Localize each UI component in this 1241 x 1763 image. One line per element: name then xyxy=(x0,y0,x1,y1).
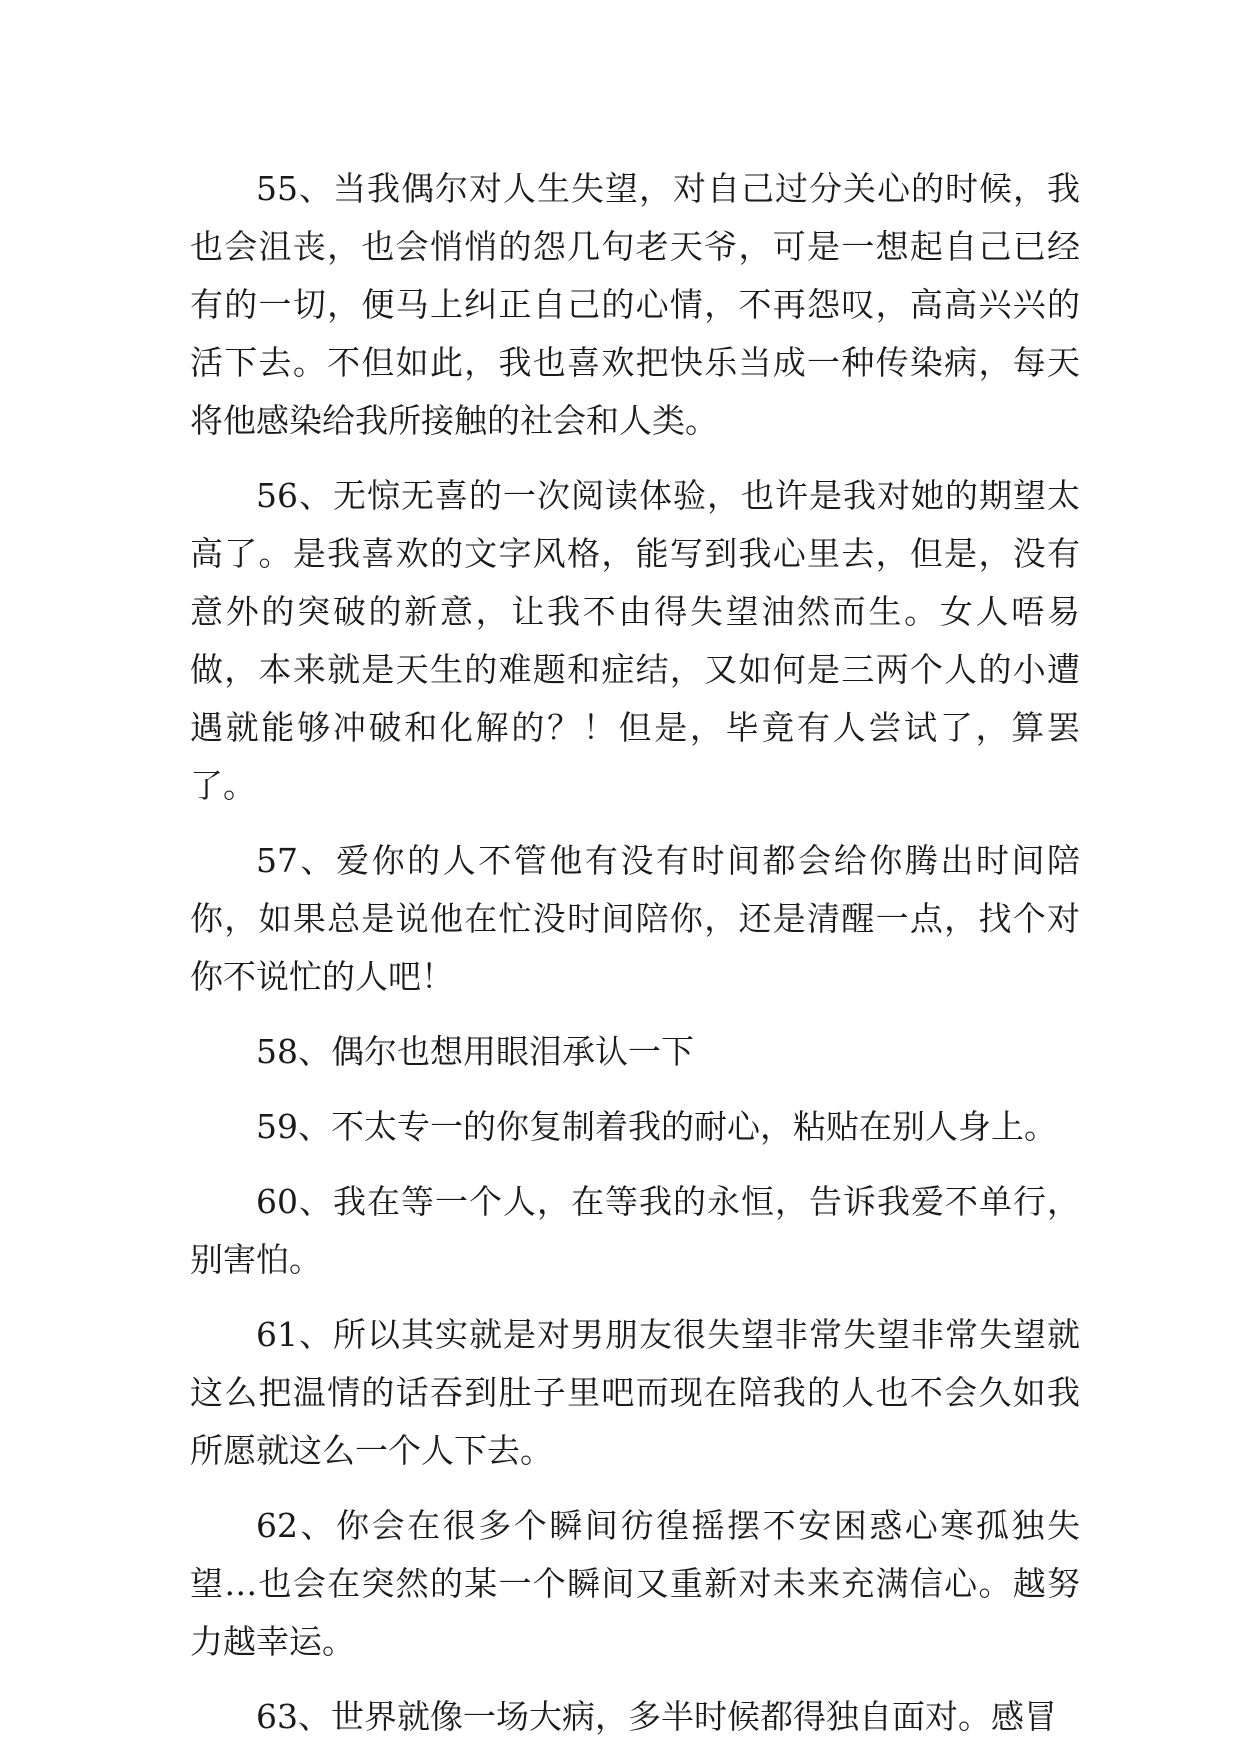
paragraph-62: 62、你会在很多个瞬间彷徨摇摆不安困惑心寒孤独失望…也会在突然的某一个瞬间又重新对未来充满信心。越努力越幸运。 xyxy=(190,1506,1080,1661)
paragraph-60: 60、我在等一个人，在等我的永恒，告诉我爱不单行，别害怕。 xyxy=(190,1182,1080,1279)
paragraph-61: 61、所以其实就是对男朋友很失望非常失望非常失望就这么把温情的话吞到肚子里吧而现在陪我的人也不会久如我所愿就这么一个人下去。 xyxy=(190,1315,1080,1470)
paragraph-63: 63、世界就像一场大病，多半时候都得独自面对。感冒 xyxy=(256,1697,1057,1736)
paragraph-56: 56、无惊无喜的一次阅读体验，也许是我对她的期望太高了。是我喜欢的文字风格，能写到我心里去，但是，没有意外的突破的新意，让我不由得失望油然而生。女人唔易做，本来就是天生的难题和症结，又如何是三两个人的小遭遇就能够冲破和化解的？！但是，毕竟有人尝试了，算罢了。 xyxy=(190,476,1080,805)
document-body xyxy=(190,160,1080,1763)
paragraph-55: 55、当我偶尔对人生失望，对自己过分关心的时候，我也会沮丧，也会悄悄的怨几句老天爷，可是一想起自己已经有的一切，便马上纠正自己的心情，不再怨叹，高高兴兴的活下去。不但如此，我也喜欢把快乐当成一种传染病，每天将他感染给我所接触的社会和人类。 xyxy=(190,169,1080,440)
paragraph-59: 59、不太专一的你复制着我的耐心，粘贴在别人身上。 xyxy=(256,1107,1057,1146)
paragraph-58: 58、偶尔也想用眼泪承认一下 xyxy=(256,1032,694,1071)
paragraph-57: 57、爱你的人不管他有没有时间都会给你腾出时间陪你，如果总是说他在忙没时间陪你，还是清醒一点，找个对你不说忙的人吧！ xyxy=(190,841,1080,996)
